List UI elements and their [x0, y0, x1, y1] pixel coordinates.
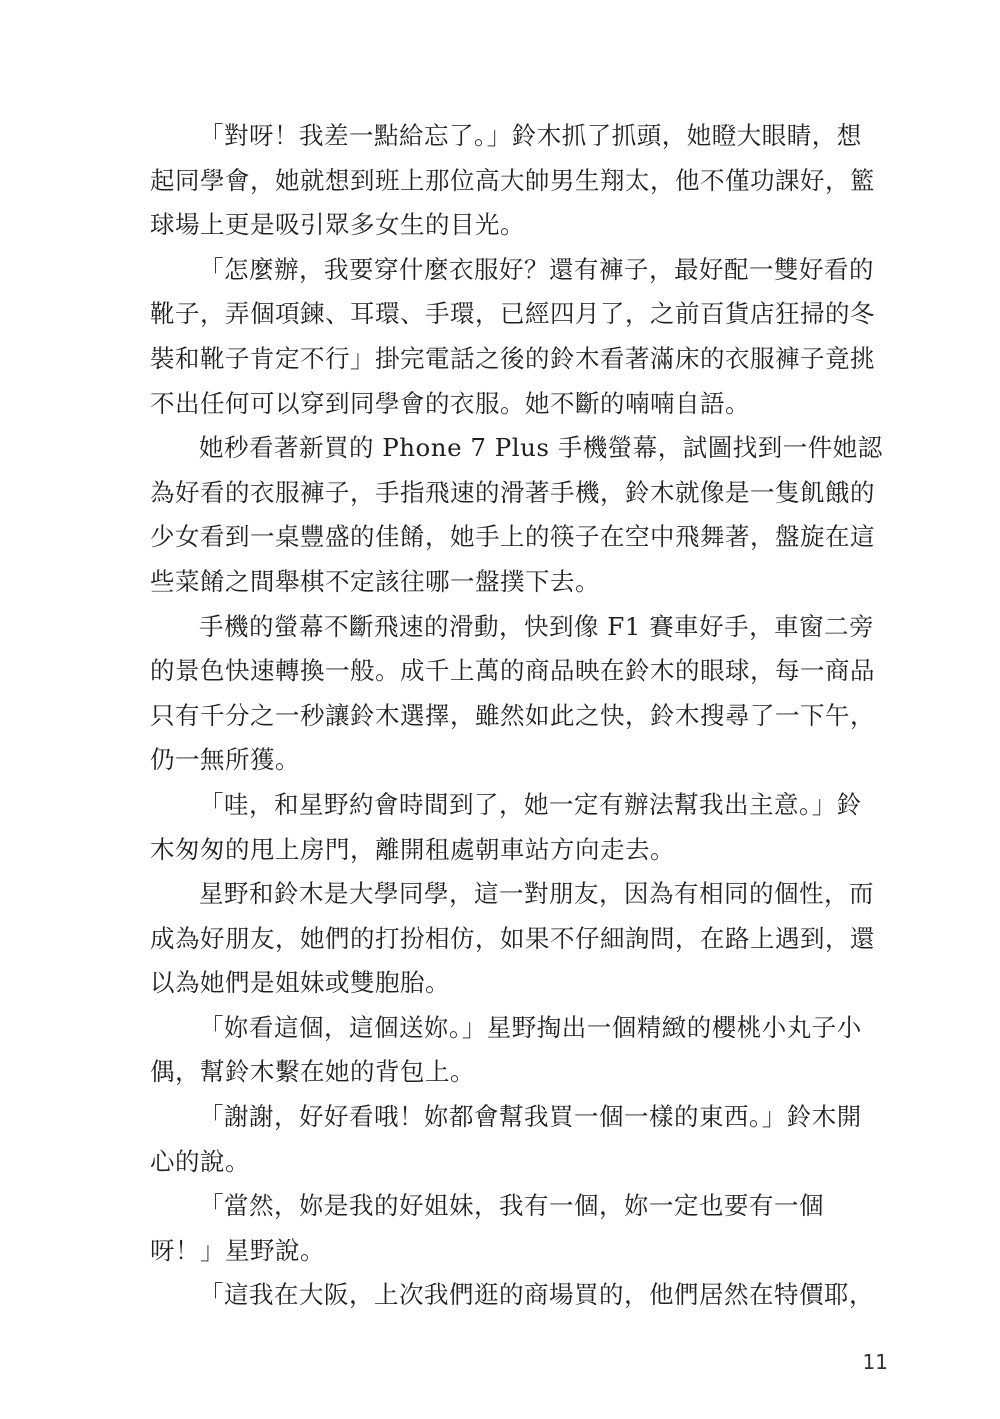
paragraph: 她秒看著新買的 Phone 7 Plus 手機螢幕，試圖找到一件她認 為好看的衣服褲子，手指飛速的滑著手機，鈴木就像是一隻飢餓的 少女看到一桌豐盛的佳餚，她手上的筷子在空中飛舞著，盤旋在這 些菜餚之間舉棋不定該往哪一盤撲下去。 — [150, 433, 883, 596]
paragraph: 「謝謝，好好看哦！妳都會幫我買一個一樣的東西。」鈴木開 心的說。 — [150, 1102, 862, 1176]
body-text — [150, 114, 885, 1318]
paragraph: 「哇，和星野約會時間到了，她一定有辦法幫我出主意。」鈴 木匆匆的甩上房門，離開租處朝車站方向走去。 — [150, 789, 862, 864]
paragraph: 「當然，妳是我的好姐妹，我有一個，妳一定也要有一個 呀！」星野說。 — [150, 1191, 824, 1265]
paragraph: 「怎麼辦，我要穿什麼衣服好？還有褲子，最好配一雙好看的 靴子，弄個項鍊、耳環、手環，已經四月了，之前百貨店狂掃的冬 裝和靴子肯定不行」掛完電話之後的鈴木看著滿床的衣服褲子竟挑 不出任何可以穿到同學會的衣服。她不斷的喃喃自語。 — [150, 254, 875, 418]
paragraph: 手機的螢幕不斷飛速的滑動，快到像 F1 賽車好手，車窗二旁 的景色快速轉換一般。成千上萬的商品映在鈴木的眼球，每一商品 只有千分之一秒讓鈴木選擇，雖然如此之快，鈴木搜尋了一下午， 仍一無所獲。 — [150, 611, 875, 775]
paragraph: 「這我在大阪，上次我們逛的商場買的，他們居然在特價耶， — [199, 1280, 874, 1310]
page-number: 11 — [862, 1350, 888, 1374]
paragraph: 「妳看這個，這個送妳。」星野掏出一個精緻的櫻桃小丸子小 偶，幫鈴木繫在她的背包上。 — [150, 1012, 862, 1087]
paragraph: 星野和鈴木是大學同學，這一對朋友，因為有相同的個性，而 成為好朋友，她們的打扮相仿，如果不仔細詢問，在路上遇到，還 以為她們是姐妹或雙胞胎。 — [150, 879, 875, 998]
paragraph: 「對呀！我差一點給忘了。」鈴木抓了抓頭，她瞪大眼睛，想 起同學會，她就想到班上那位高大帥男生翔太，他不僅功課好，籃 球場上更是吸引眾多女生的目光。 — [150, 121, 875, 240]
